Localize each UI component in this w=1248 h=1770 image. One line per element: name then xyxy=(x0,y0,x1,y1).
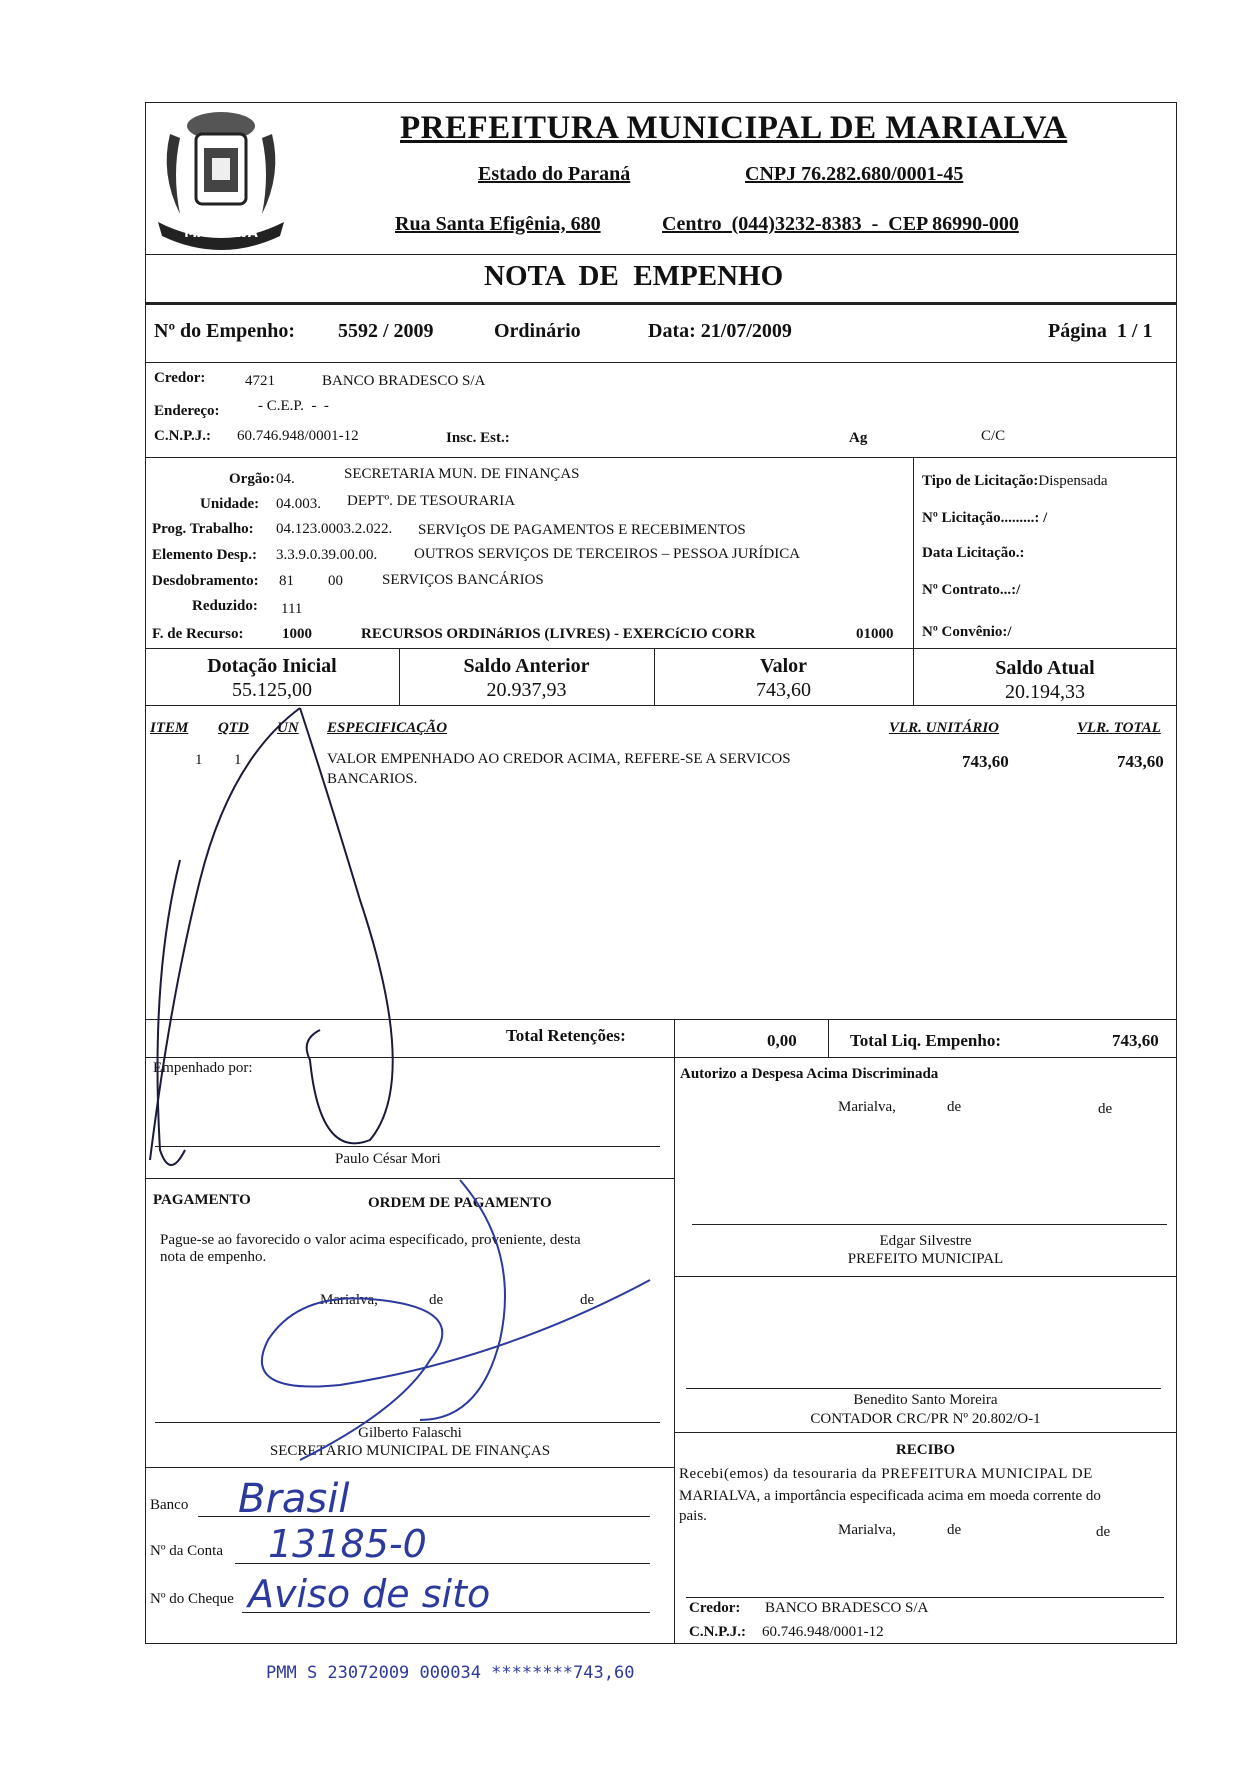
recurso-name: RECURSOS ORDINáRIOS (LIVRES) - EXERCíCIO CORR xyxy=(361,626,756,642)
row-total-value: 743,60 xyxy=(1117,752,1164,771)
endereco-value: - C.E.P. - - xyxy=(258,398,329,414)
desdobramento-code: 81 xyxy=(279,573,294,589)
insc-label: Insc. Est.: xyxy=(446,430,510,446)
cheque-value: Aviso de sito xyxy=(248,1572,491,1616)
processing-stamp: PMM S 23072009 000034 ********743,60 xyxy=(266,1663,635,1683)
signature-line xyxy=(155,1146,660,1147)
pagamento-signer-role: SECRETÁRIO MUNICIPAL DE FINANÇAS xyxy=(269,1443,551,1459)
state-name: Estado do Paraná xyxy=(478,163,631,185)
divider xyxy=(145,362,1177,363)
orgao-name: SECRETARIA MUN. DE FINANÇAS xyxy=(344,466,580,482)
divider xyxy=(674,1057,675,1644)
saldo-atual-label: Saldo Atual xyxy=(995,657,1095,679)
empenho-label: Nº do Empenho: xyxy=(154,320,296,342)
page-number: Página 1 / 1 xyxy=(1048,320,1153,342)
ordem-pagamento-label: ORDEM DE PAGAMENTO xyxy=(368,1195,552,1211)
recurso-code: 1000 xyxy=(282,626,312,642)
cheque-label: Nº do Cheque xyxy=(150,1591,234,1607)
prefeito-name: Edgar Silvestre xyxy=(879,1233,972,1249)
divider xyxy=(145,648,1177,649)
recibo-text-line1: Recebi(emos) da tesouraria da PREFEITURA MUNICIPAL DE xyxy=(679,1466,1093,1482)
col-especificacao: ESPECIFICAÇÃO xyxy=(327,720,448,736)
divider xyxy=(674,1276,1177,1277)
numero-convenio: Nº Convênio:/ xyxy=(922,624,1012,640)
contador-role: CONTADOR CRC/PR Nº 20.802/O-1 xyxy=(810,1411,1041,1427)
data-licitacao: Data Licitação.: xyxy=(922,545,1025,561)
autorizo-de2: de xyxy=(1098,1101,1113,1117)
prog-code: 04.123.0003.2.022. xyxy=(276,521,393,537)
recibo-cnpj-label: C.N.P.J.: xyxy=(689,1624,746,1640)
col-qtd: QTD xyxy=(218,720,249,736)
prog-label: Prog. Trabalho: xyxy=(152,521,254,537)
banco-value: Brasil xyxy=(238,1476,350,1522)
retencoes-value: 0,00 xyxy=(767,1031,797,1050)
recibo-title: RECIBO xyxy=(895,1442,956,1458)
tipo-licitacao-text: Tipo de Licitação: xyxy=(922,473,1039,489)
cnpj-label: C.N.P.J.: xyxy=(154,428,211,444)
col-un: UN xyxy=(277,720,299,736)
conta-label: Nº da Conta xyxy=(150,1543,223,1559)
divider xyxy=(145,457,1177,458)
retencoes-label: Total Retenções: xyxy=(506,1026,626,1045)
tipo-licitacao-value: Dispensada xyxy=(1038,473,1108,489)
row-spec-line2: BANCARIOS. xyxy=(327,771,418,787)
divider xyxy=(913,457,914,648)
reduzido-label: Reduzido: xyxy=(192,598,258,614)
col-vlr-total: VLR. TOTAL xyxy=(1077,720,1161,736)
row-unit-value: 743,60 xyxy=(962,752,1009,771)
autorizo-de1: de xyxy=(947,1099,962,1115)
liq-empenho-label: Total Liq. Empenho: xyxy=(850,1031,1001,1050)
pagamento-de2: de xyxy=(580,1292,595,1308)
credor-name: BANCO BRADESCO S/A xyxy=(322,373,486,389)
signature-line xyxy=(686,1597,1164,1598)
desdobramento-label: Desdobramento: xyxy=(152,573,259,589)
empenho-type: Ordinário xyxy=(494,320,581,342)
credor-label: Credor: xyxy=(154,370,206,386)
banco-label: Banco xyxy=(150,1497,189,1513)
doc-title: NOTA DE EMPENHO xyxy=(484,260,784,292)
desdobramento-name: SERVIÇOS BANCÁRIOS xyxy=(382,572,544,588)
prefeito-role: PREFEITO MUNICIPAL xyxy=(847,1251,1004,1267)
elemento-code: 3.3.9.0.39.00.00. xyxy=(276,547,378,563)
divider xyxy=(145,1467,675,1468)
divider xyxy=(145,302,1177,305)
liq-empenho-value: 743,60 xyxy=(1112,1031,1159,1050)
cnpj-value: 60.746.948/0001-12 xyxy=(237,428,359,444)
row-qtd: 1 xyxy=(234,752,242,768)
recibo-credor-name: BANCO BRADESCO S/A xyxy=(765,1600,929,1616)
signature-line xyxy=(155,1422,660,1423)
elemento-name: OUTROS SERVIÇOS DE TERCEIROS – PESSOA JURÍDICA xyxy=(414,546,801,562)
tipo-licitacao-label xyxy=(922,473,1108,490)
ag-label: Ag xyxy=(849,430,868,446)
pagamento-text-line1: Pague-se ao favorecido o valor acima especificado, proveniente, desta xyxy=(160,1232,581,1248)
recibo-de2: de xyxy=(1096,1524,1111,1540)
unidade-code: 04.003. xyxy=(276,496,321,512)
saldo-atual-value: 20.194,33 xyxy=(1005,681,1085,703)
address-street: Rua Santa Efigênia, 680 xyxy=(395,213,601,235)
unidade-name: DEPTº. DE TESOURARIA xyxy=(347,493,516,509)
divider xyxy=(145,1178,675,1179)
empenhado-label: Empenhado por: xyxy=(153,1060,253,1076)
recurso-code2: 01000 xyxy=(856,626,894,642)
col-vlr-unitario: VLR. UNITÁRIO xyxy=(889,720,1000,736)
recibo-de1: de xyxy=(947,1522,962,1538)
autorizo-city: Marialva, xyxy=(838,1099,896,1115)
conta-value: 13185-0 xyxy=(268,1522,427,1566)
dotacao-label: Dotação Inicial xyxy=(207,655,337,677)
coat-of-arms-logo xyxy=(150,104,292,252)
unidade-label: Unidade: xyxy=(200,496,260,512)
cnpj-header: CNPJ 76.282.680/0001-45 xyxy=(745,163,964,185)
saldo-anterior-label: Saldo Anterior xyxy=(463,655,590,677)
divider xyxy=(674,1432,1177,1433)
elemento-label: Elemento Desp.: xyxy=(152,547,257,563)
row-spec-line1: VALOR EMPENHADO AO CREDOR ACIMA, REFERE-SE A SERVICOS xyxy=(327,751,791,767)
empenho-number: 5592 / 2009 xyxy=(338,320,434,342)
recibo-cnpj-value: 60.746.948/0001-12 xyxy=(762,1624,884,1640)
recibo-city: Marialva, xyxy=(838,1522,896,1538)
dotacao-value: 55.125,00 xyxy=(232,679,312,701)
reduzido-value: 111 xyxy=(281,601,303,617)
pagamento-de1: de xyxy=(429,1292,444,1308)
col-item: ITEM xyxy=(150,720,189,736)
address-contact: Centro (044)3232-8383 - CEP 86990-000 xyxy=(662,213,1019,235)
empenhado-name: Paulo César Mori xyxy=(335,1151,441,1167)
endereco-label: Endereço: xyxy=(154,403,220,419)
pagamento-city: Marialva, xyxy=(320,1292,378,1308)
valor-value: 743,60 xyxy=(756,679,811,701)
recibo-credor-label: Credor: xyxy=(689,1600,741,1616)
divider xyxy=(145,1019,1177,1020)
signature-line xyxy=(686,1388,1161,1389)
recibo-text-line2: MARIALVA, a importância especificada acima em moeda corrente do xyxy=(679,1488,1101,1504)
autorizo-label: Autorizo a Despesa Acima Discriminada xyxy=(680,1066,939,1082)
empenho-date: Data: 21/07/2009 xyxy=(648,320,792,342)
orgao-label: Orgão: xyxy=(229,471,275,487)
numero-licitacao: Nº Licitação.........: / xyxy=(922,510,1048,526)
pagamento-signer: Gilberto Falaschi xyxy=(358,1425,462,1441)
row-item: 1 xyxy=(195,752,203,768)
signature-line xyxy=(692,1224,1167,1225)
divider xyxy=(145,705,1177,706)
credor-code: 4721 xyxy=(245,373,275,389)
pagamento-text-line2: nota de empenho. xyxy=(160,1249,267,1265)
prefeitura-title: PREFEITURA MUNICIPAL DE MARIALVA xyxy=(400,110,1068,146)
recurso-label: F. de Recurso: xyxy=(152,626,244,642)
coat-of-arms-text: MARIALVA xyxy=(184,226,258,241)
pagamento-label: PAGAMENTO xyxy=(153,1192,251,1208)
recibo-text-line3: pais. xyxy=(679,1508,707,1524)
divider xyxy=(145,1057,1177,1058)
valor-label: Valor xyxy=(759,655,808,677)
contador-name: Benedito Santo Moreira xyxy=(853,1392,998,1408)
saldo-anterior-value: 20.937,93 xyxy=(486,679,567,701)
cc-label: C/C xyxy=(981,428,1006,444)
numero-contrato: Nº Contrato...:/ xyxy=(922,582,1021,598)
orgao-code: 04. xyxy=(276,471,295,487)
prog-name: SERVIçOS DE PAGAMENTOS E RECEBIMENTOS xyxy=(418,522,746,538)
desdobramento-code2: 00 xyxy=(328,573,343,589)
divider xyxy=(145,254,1177,255)
divider xyxy=(674,1019,675,1057)
divider xyxy=(828,1019,829,1057)
